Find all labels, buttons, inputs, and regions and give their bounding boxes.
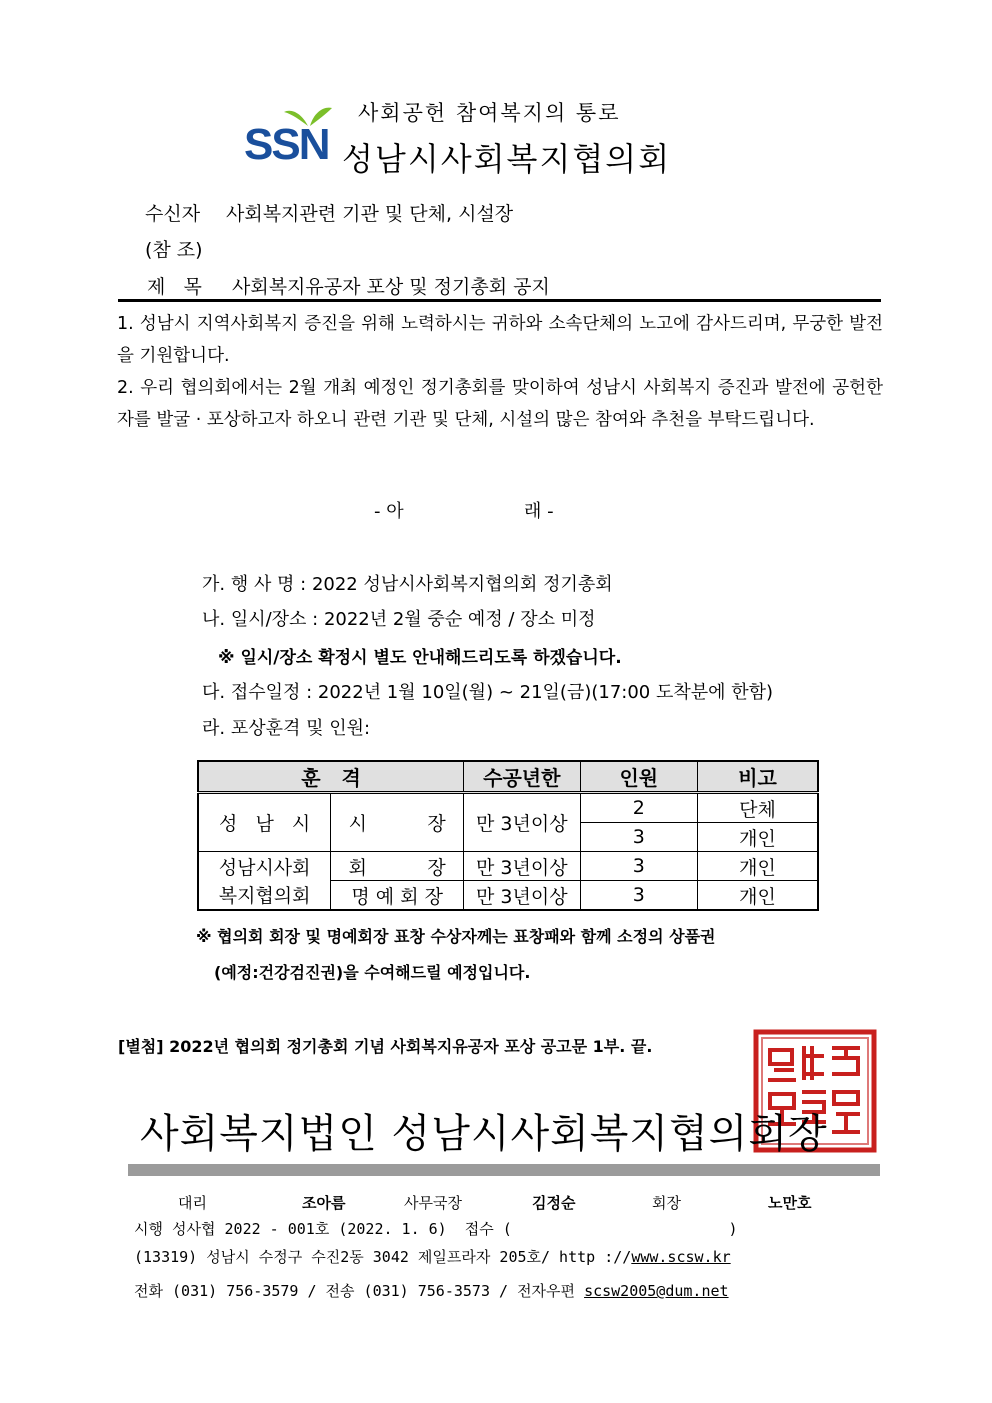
- paragraph-1: 1. 성남시 지역사회복지 증진을 위해 노력하시는 귀하와 소속단체의 노고에 감사드리며, 무궁한 발전을 기원합니다.: [117, 314, 883, 366]
- header-grade: 훈 격: [198, 761, 464, 793]
- approval-role-3: 회장: [652, 1194, 681, 1212]
- heading-right: 래 -: [524, 501, 554, 522]
- logo-text: SSN: [244, 120, 329, 169]
- sender-signature: 사회복지법인 성남시사회복지협의회장: [140, 1111, 828, 1157]
- note-cell: 개인: [698, 852, 818, 881]
- address-text: (13319) 성남시 수정구 수진2동 3042 제일프라자 205호/ http ://: [134, 1248, 632, 1266]
- table-row: [198, 793, 818, 823]
- title-divider: [118, 299, 881, 302]
- ssn-logo: [244, 100, 334, 169]
- header-note: 비고: [698, 761, 818, 793]
- address-line: [134, 1246, 731, 1267]
- item-event-name: 가. 행 사 명 : 2022 성남시사회복지협의회 정기총회: [202, 574, 613, 595]
- subject-value: 사회복지유공자 포상 및 정기총회 공지: [232, 276, 550, 298]
- group-seongnam-city: 성 남 시: [198, 793, 331, 852]
- approval-role-2: 사무국장: [404, 1194, 462, 1212]
- table-row: [198, 881, 818, 911]
- approval-name-1: 조아름: [302, 1194, 346, 1212]
- years-mayor: 만 3년이상: [464, 793, 580, 852]
- item-award-grade: 라. 포상훈격 및 인원:: [202, 718, 371, 739]
- table-header-row: [198, 761, 818, 793]
- approval-name-3: 노만호: [768, 1194, 812, 1212]
- years-honorary-chair: 만 3년이상: [464, 881, 580, 911]
- heading-left: - 아: [374, 501, 404, 522]
- date-place-note: ※ 일시/장소 확정시 별도 안내해드리도록 하겠습니다.: [218, 648, 622, 668]
- reference-line: (참 조): [145, 239, 203, 261]
- recipient-value: 사회복지관련 기관 및 단체, 시설장: [226, 203, 514, 225]
- table-row: [198, 852, 818, 881]
- header-years: 수공년한: [464, 761, 580, 793]
- paragraph-2: 2. 우리 협의회에서는 2월 개최 예정인 정기총회를 맞이하여 성남시 사회복지 증진과 발전에 공헌한 자를 발굴 · 포상하고자 하오니 관련 기관 및 단체, 시설의 많은 참여와 추천을 부탁드립니다.: [117, 378, 883, 430]
- title-mayor: 시 장: [331, 793, 464, 852]
- note-cell: 개인: [698, 881, 818, 911]
- approval-name-2: 김정순: [532, 1194, 576, 1212]
- years-chair: 만 3년이상: [464, 852, 580, 881]
- attachment-line: [별첨] 2022년 협의회 정기총회 기념 사회복지유공자 포상 공고문 1부. 끝.: [118, 1037, 653, 1056]
- count-cell: 2: [580, 793, 697, 823]
- group-council-line2: 복지협의회: [198, 881, 331, 911]
- count-cell: 3: [580, 881, 697, 911]
- item-schedule: 다. 접수일정 : 2022년 1월 10일(월) ~ 21일(금)(17:00 도착분에 한함): [202, 682, 774, 703]
- slogan: 사회공헌 참여복지의 통로: [358, 101, 621, 125]
- org-name: 성남시사회복지협의회: [342, 140, 672, 178]
- award-note-line2: (예정:건강검진권)을 수여해드릴 예정입니다.: [214, 963, 531, 982]
- group-council-line1: 성남시사회: [198, 852, 331, 881]
- contact-text: 전화 (031) 756-3579 / 전송 (031) 756-3573 / 전자우편: [134, 1282, 585, 1300]
- subject-label: 제 목: [147, 276, 202, 298]
- note-cell: 개인: [698, 823, 818, 852]
- approval-role-1: 대리: [178, 1194, 207, 1212]
- contact-line: [134, 1280, 729, 1301]
- enforcement-line: 시행 성사협 2022 - 001호 (2022. 1. 6) 접수 ( ): [134, 1220, 738, 1238]
- header-count: 인원: [580, 761, 697, 793]
- award-note-line1: ※ 협의회 회장 및 명예회장 표창 수상자께는 표창패와 함께 소정의 상품권: [196, 927, 716, 946]
- website-link[interactable]: www.scsw.kr: [631, 1248, 731, 1266]
- title-honorary-chair: 명 예 회 장: [331, 881, 464, 911]
- email-link[interactable]: scsw2005@dum.net: [584, 1282, 729, 1300]
- recipient-label: 수신자: [145, 203, 201, 225]
- award-table: [197, 760, 819, 911]
- note-cell: 단체: [698, 793, 818, 823]
- item-date-place: 나. 일시/장소 : 2022년 2월 중순 예정 / 장소 미정: [202, 609, 596, 630]
- count-cell: 3: [580, 852, 697, 881]
- title-chair: 회 장: [331, 852, 464, 881]
- footer-divider: [128, 1164, 880, 1176]
- count-cell: 3: [580, 823, 697, 852]
